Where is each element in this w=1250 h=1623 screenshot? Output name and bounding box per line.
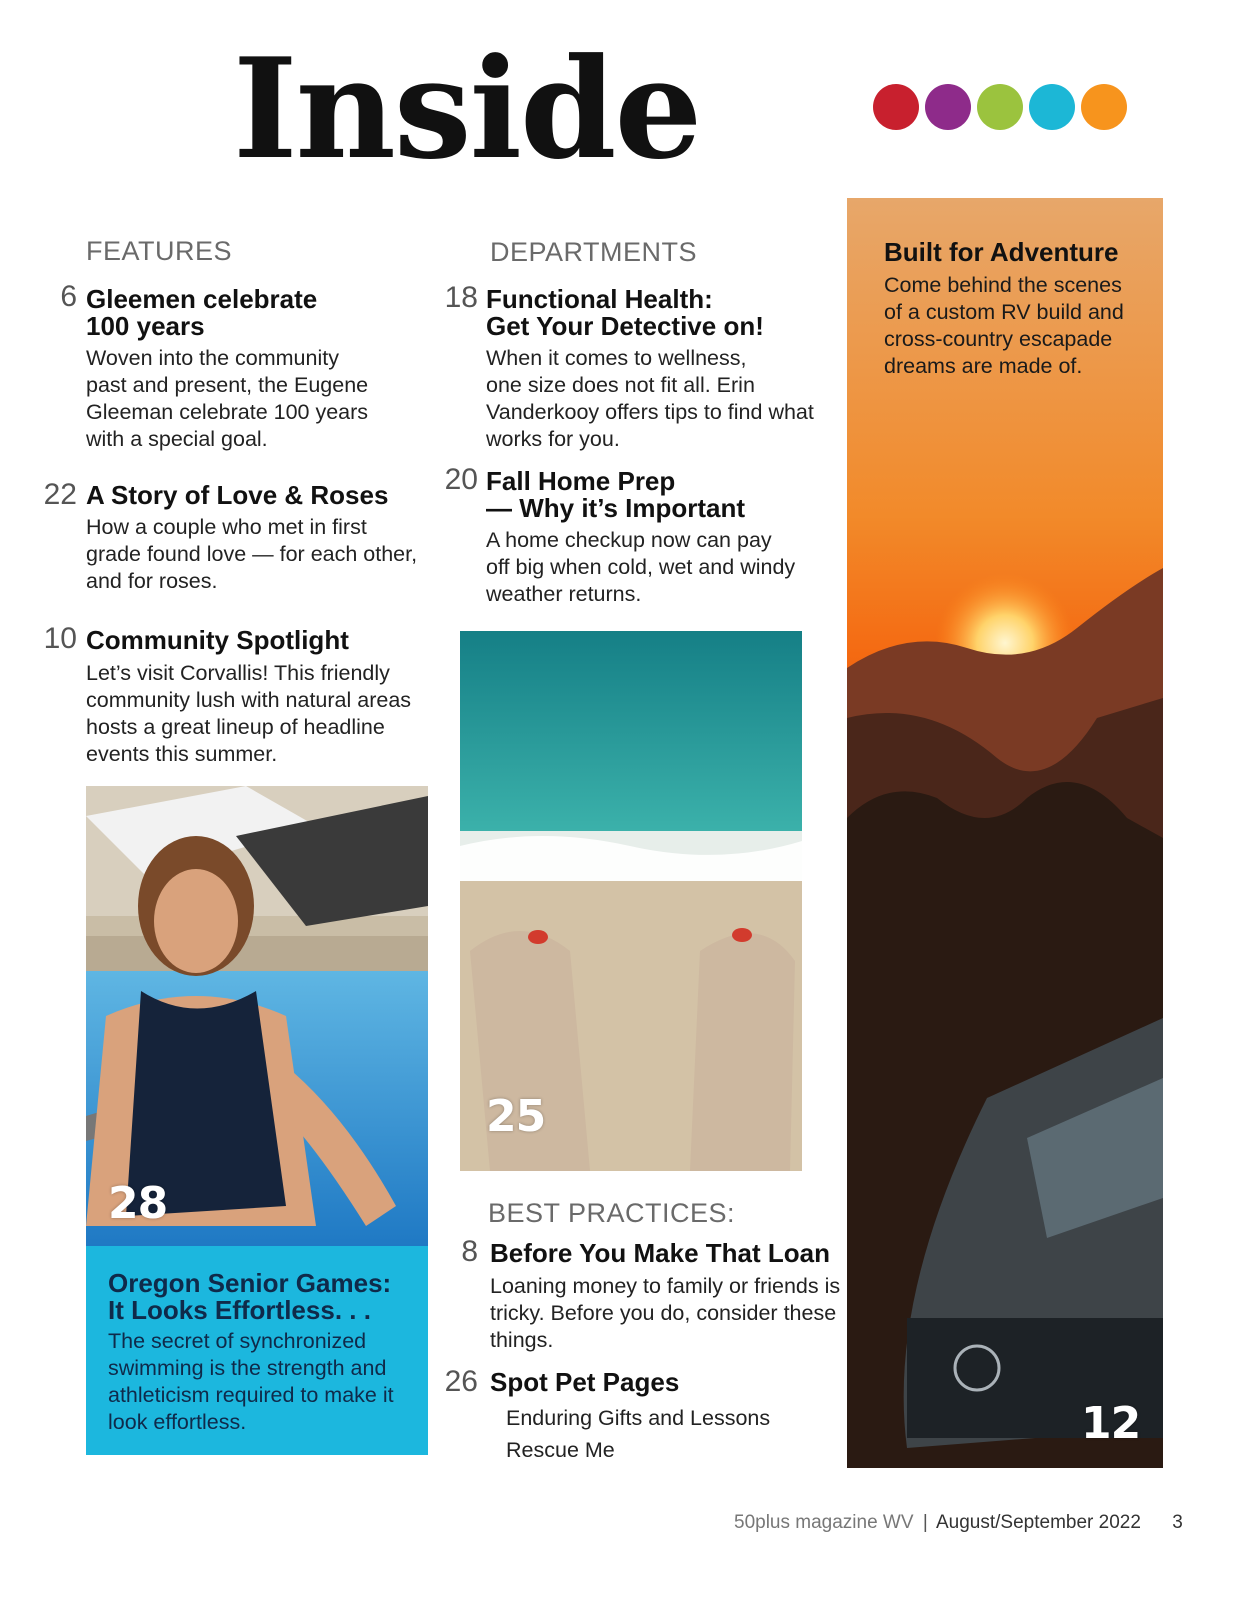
page-number: 20 bbox=[444, 463, 478, 496]
beach-illustration bbox=[460, 631, 802, 1171]
footer bbox=[734, 1512, 1183, 1534]
magazine-name: 50plus magazine WV bbox=[734, 1512, 914, 1533]
best-practice-headline: Spot Pet Pages bbox=[490, 1367, 680, 1397]
adventure-panel[interactable] bbox=[847, 198, 1163, 1468]
department-headline: Functional Health: Get Your Detective on! bbox=[486, 284, 764, 341]
feature-description: Woven into the community past and present, the Eugene Gleeman celebrate 100 years with a special goal. bbox=[86, 346, 369, 451]
department-headline: Fall Home Prep — Why it’s Important bbox=[486, 466, 746, 523]
issue-date: August/September 2022 bbox=[936, 1512, 1141, 1533]
departments-heading: DEPARTMENTS bbox=[490, 237, 698, 267]
adventure-description: Come behind the scenes of a custom RV build and cross-country escapade dreams are made of. bbox=[884, 273, 1124, 378]
feature-description: Let’s visit Corvallis! This friendly community lush with natural areas hosts a great lineup of headline events this summer. bbox=[86, 661, 412, 766]
color-dot-red bbox=[873, 84, 919, 130]
page-number-badge: 25 bbox=[486, 1091, 546, 1142]
page-number: 6 bbox=[60, 280, 77, 313]
color-dot-cyan bbox=[1029, 84, 1075, 130]
feature-description: How a couple who met in first grade found love — for each other, and for roses. bbox=[86, 515, 418, 593]
color-dot-orange bbox=[1081, 84, 1127, 130]
swimmer-illustration bbox=[86, 786, 428, 1246]
department-description: When it comes to wellness, one size does not fit all. Erin Vanderkooy offers tips to find what works for you. bbox=[486, 346, 814, 451]
page-number: 22 bbox=[43, 478, 77, 511]
beach-feet-photo[interactable] bbox=[460, 631, 802, 1171]
color-dot-green bbox=[977, 84, 1023, 130]
senior-games-headline: Oregon Senior Games: It Looks Effortless. . . bbox=[108, 1268, 392, 1325]
best-practice-description: Loaning money to family or friends is tricky. Before you do, consider these things. bbox=[490, 1274, 841, 1352]
page-number: 26 bbox=[444, 1365, 478, 1398]
page-number-footer: 3 bbox=[1172, 1512, 1183, 1533]
footer-separator: | bbox=[922, 1512, 928, 1533]
feature-headline: Gleemen celebrate 100 years bbox=[86, 284, 318, 341]
feature-headline: A Story of Love & Roses bbox=[86, 480, 389, 510]
page-title: Inside bbox=[233, 27, 701, 190]
best-practices-heading: BEST PRACTICES: bbox=[488, 1198, 736, 1228]
adventure-headline: Built for Adventure bbox=[884, 237, 1119, 267]
senior-games-description: The secret of synchronized swimming is the strength and athleticism required to make it look effortless. bbox=[108, 1329, 394, 1434]
sunset-rv-illustration bbox=[847, 198, 1163, 1468]
senior-games-box[interactable] bbox=[86, 1246, 428, 1455]
color-dot-purple bbox=[925, 84, 971, 130]
features-heading: FEATURES bbox=[86, 236, 233, 266]
feature-headline: Community Spotlight bbox=[86, 625, 349, 655]
page-number-badge: 12 bbox=[1081, 1398, 1141, 1449]
page-number: 8 bbox=[461, 1235, 478, 1268]
department-description: A home checkup now can pay off big when cold, wet and windy weather returns. bbox=[486, 528, 796, 606]
page-number-badge: 28 bbox=[108, 1178, 168, 1229]
best-practice-description: Enduring Gifts and Lessons Rescue Me bbox=[506, 1406, 771, 1462]
page-number: 10 bbox=[43, 622, 77, 655]
swimmer-photo[interactable] bbox=[86, 786, 428, 1246]
best-practice-headline: Before You Make That Loan bbox=[490, 1238, 830, 1268]
page-number: 18 bbox=[444, 281, 478, 314]
